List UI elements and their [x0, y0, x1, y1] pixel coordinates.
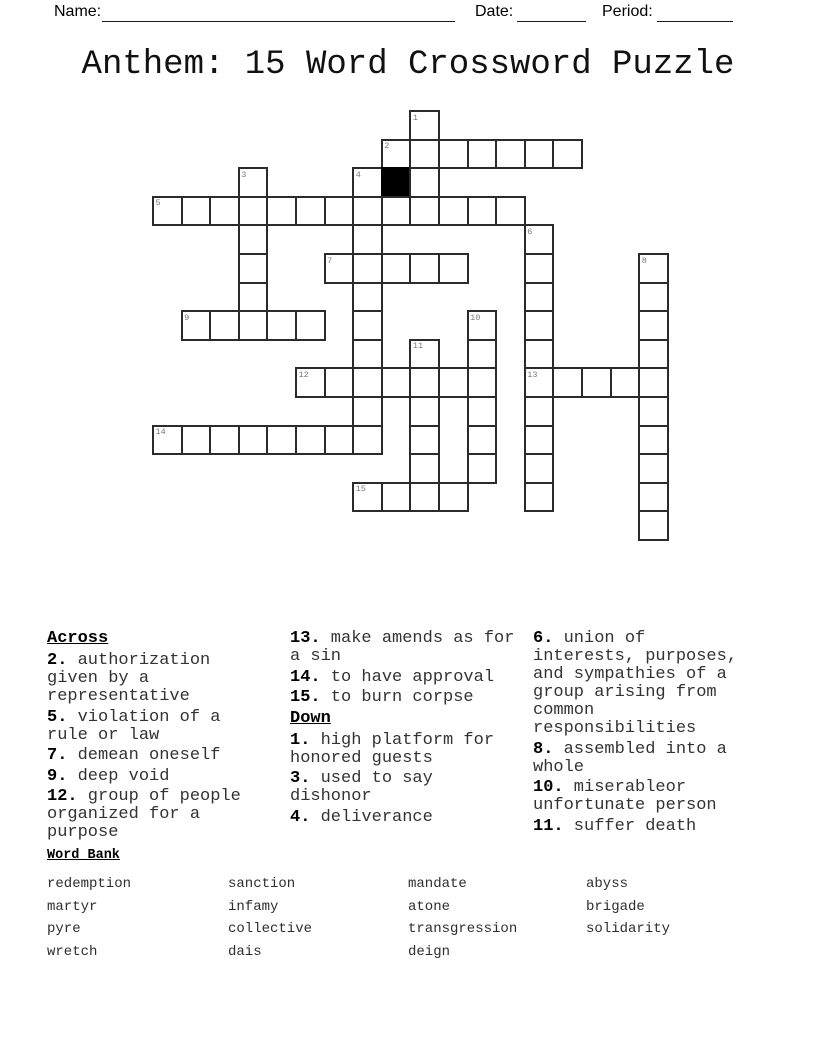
grid-cell[interactable]: [238, 196, 269, 227]
word-bank-word: infamy: [228, 898, 279, 915]
cell-number: 14: [155, 427, 166, 438]
clue-number: 5.: [47, 707, 68, 727]
grid-cell[interactable]: [352, 282, 383, 313]
grid-cell[interactable]: [438, 139, 469, 170]
grid-cell[interactable]: [152, 196, 183, 227]
word-bank-word: mandate: [408, 876, 467, 892]
grid-cell[interactable]: [467, 396, 498, 427]
cell-number: 1: [412, 112, 418, 123]
grid-cell[interactable]: [181, 425, 212, 456]
grid-cell[interactable]: [238, 282, 269, 313]
name-blank-line[interactable]: [102, 2, 455, 22]
grid-cell[interactable]: [467, 453, 498, 484]
grid-cell[interactable]: [638, 482, 669, 513]
clue-column: [47, 630, 259, 845]
word-bank-word: martyr: [47, 898, 98, 915]
grid-cell[interactable]: [209, 425, 240, 456]
grid-cell[interactable]: [638, 367, 669, 398]
grid-cell[interactable]: [409, 425, 440, 456]
date-label: Date:: [475, 3, 514, 20]
grid-cell[interactable]: [352, 310, 383, 341]
grid-cell[interactable]: [467, 196, 498, 227]
grid-cell[interactable]: [381, 253, 412, 284]
word-bank-word: collective: [228, 921, 313, 938]
grid-cell[interactable]: [467, 310, 498, 341]
grid-cell[interactable]: [638, 510, 669, 541]
grid-cell[interactable]: [638, 425, 669, 456]
grid-cell[interactable]: [638, 310, 669, 341]
grid-cell[interactable]: [524, 339, 555, 370]
grid-cell[interactable]: [352, 196, 383, 227]
clue-item: 14. to have approval: [290, 667, 495, 687]
cell-number: 4: [355, 169, 361, 180]
cell-number: 3: [241, 169, 247, 180]
grid-cell[interactable]: [638, 339, 669, 370]
grid-cell[interactable]: [266, 196, 297, 227]
grid-cell[interactable]: [324, 253, 355, 284]
grid-cell[interactable]: [209, 196, 240, 227]
grid-cell[interactable]: [552, 139, 583, 170]
grid-cell[interactable]: [238, 167, 269, 198]
grid-cell[interactable]: [581, 367, 612, 398]
grid-cell[interactable]: [638, 282, 669, 313]
word-bank-heading: Word Bank: [47, 848, 120, 863]
grid-cell[interactable]: [209, 310, 240, 341]
grid-cell[interactable]: [409, 453, 440, 484]
grid-cell[interactable]: [352, 224, 383, 255]
grid-cell[interactable]: [352, 482, 383, 513]
grid-cell[interactable]: [409, 367, 440, 398]
grid-cell[interactable]: [438, 253, 469, 284]
clue-number: 9.: [47, 766, 68, 786]
clue-number: 14.: [290, 667, 321, 687]
grid-cell[interactable]: [295, 196, 326, 227]
clue-item: 5. violation of a rule or law: [47, 707, 221, 745]
period-blank-line[interactable]: [657, 2, 733, 22]
grid-cell[interactable]: [638, 453, 669, 484]
grid-cell[interactable]: [495, 196, 526, 227]
clue-item: 7. demean oneself: [47, 746, 221, 765]
grid-cell[interactable]: [324, 367, 355, 398]
clue-item: 15. to burn corpse: [290, 688, 474, 707]
grid-cell-blocked: [381, 167, 412, 198]
crossword-grid: [152, 110, 669, 541]
grid-cell[interactable]: [324, 425, 355, 456]
grid-cell[interactable]: [409, 253, 440, 284]
clue-number: 8.: [533, 739, 554, 759]
word-bank-word: brigade: [586, 898, 645, 915]
grid-cell[interactable]: [524, 224, 555, 255]
cell-number: 12: [298, 369, 309, 380]
clue-item: 13. make amends as for a sin: [290, 629, 515, 666]
clue-number: 15.: [290, 688, 321, 707]
word-bank-word: dais: [228, 944, 262, 961]
clue-number: 11.: [533, 816, 564, 836]
grid-cell[interactable]: [467, 139, 498, 170]
grid-cell[interactable]: [467, 339, 498, 370]
cell-number: 9: [184, 312, 190, 323]
word-bank-section: [47, 848, 747, 964]
clue-list-heading-across: Across: [47, 629, 109, 648]
grid-cell[interactable]: [524, 139, 555, 170]
clue-item: 3. used to say dishonor: [290, 769, 433, 806]
clue-item: 11. suffer death: [533, 816, 697, 836]
clue-number: 7.: [47, 746, 68, 765]
clue-column: [290, 630, 520, 829]
grid-cell[interactable]: [524, 425, 555, 456]
word-bank-word: pyre: [47, 921, 81, 938]
grid-cell[interactable]: [238, 253, 269, 284]
cell-number: 5: [155, 198, 161, 209]
cell-number: 10: [470, 312, 481, 323]
grid-cell[interactable]: [524, 282, 555, 313]
clue-item: 6. union of interests, purposes, and sympathies of a group arising from common responsibilities: [533, 629, 738, 738]
clue-item: 1. high platform for honored guests: [290, 730, 495, 768]
grid-cell[interactable]: [266, 310, 297, 341]
clue-column: [533, 630, 745, 838]
clue-number: 12.: [47, 787, 78, 806]
grid-cell[interactable]: [438, 482, 469, 513]
grid-cell[interactable]: [495, 139, 526, 170]
clue-item: 9. deep void: [47, 766, 170, 786]
date-blank-line[interactable]: [517, 2, 586, 22]
grid-cell[interactable]: [524, 253, 555, 284]
clue-number: 1.: [290, 730, 311, 750]
cell-number: 2: [384, 141, 390, 152]
grid-cell[interactable]: [238, 224, 269, 255]
clue-number: 6.: [533, 629, 554, 648]
grid-cell[interactable]: [238, 425, 269, 456]
cell-number: 6: [527, 226, 533, 237]
clue-number: 4.: [290, 807, 311, 827]
grid-cell[interactable]: [409, 339, 440, 370]
grid-cell[interactable]: [438, 367, 469, 398]
cell-number: 11: [412, 341, 424, 352]
grid-cell[interactable]: [295, 310, 326, 341]
grid-cell[interactable]: [409, 482, 440, 513]
clue-item: 8. assembled into a whole: [533, 739, 727, 777]
clue-number: 10.: [533, 778, 564, 797]
cell-number: 8: [641, 255, 647, 266]
grid-cell[interactable]: [524, 310, 555, 341]
grid-cell[interactable]: [524, 367, 555, 398]
clue-item: 12. group of people organized for a purpose: [47, 787, 241, 842]
grid-cell[interactable]: [524, 482, 555, 513]
grid-cell[interactable]: [438, 196, 469, 227]
word-bank-word: transgression: [408, 921, 518, 938]
grid-cell[interactable]: [295, 367, 326, 398]
word-bank-word: wretch: [47, 944, 98, 961]
grid-cell[interactable]: [352, 425, 383, 456]
word-bank-word: redemption: [47, 876, 132, 892]
grid-cell[interactable]: [352, 367, 383, 398]
clue-number: 13.: [290, 629, 321, 648]
grid-cell[interactable]: [409, 139, 440, 170]
page-title: Anthem: 15 Word Crossword Puzzle: [81, 46, 735, 84]
grid-cell[interactable]: [524, 453, 555, 484]
grid-cell[interactable]: [181, 310, 212, 341]
cell-number: 7: [327, 255, 333, 266]
grid-cell[interactable]: [409, 196, 440, 227]
word-bank-word: sanction: [228, 876, 296, 892]
word-bank-word: atone: [408, 898, 451, 915]
grid-cell[interactable]: [238, 310, 269, 341]
grid-cell[interactable]: [638, 396, 669, 427]
grid-cell[interactable]: [295, 425, 326, 456]
cell-number: 15: [355, 484, 366, 495]
grid-cell[interactable]: [409, 396, 440, 427]
clue-item: 2. authorization given by a representative: [47, 651, 211, 706]
grid-cell[interactable]: [381, 139, 412, 170]
grid-cell[interactable]: [467, 425, 498, 456]
clue-list-heading-down: Down: [290, 708, 331, 728]
word-bank-grid: [47, 873, 747, 964]
grid-cell[interactable]: [381, 196, 412, 227]
grid-cell[interactable]: [409, 167, 440, 198]
grid-cell[interactable]: [638, 253, 669, 284]
grid-cell[interactable]: [467, 367, 498, 398]
clue-number: 2.: [47, 651, 68, 670]
grid-cell[interactable]: [409, 110, 440, 141]
grid-cell[interactable]: [181, 196, 212, 227]
grid-cell[interactable]: [381, 482, 412, 513]
grid-cell[interactable]: [381, 367, 412, 398]
grid-cell[interactable]: [610, 367, 641, 398]
grid-cell[interactable]: [324, 196, 355, 227]
clue-item: 10. miserableor unfortunate person: [533, 778, 717, 815]
word-bank-word: abyss: [586, 876, 629, 892]
grid-cell[interactable]: [524, 396, 555, 427]
grid-cell[interactable]: [352, 396, 383, 427]
grid-cell[interactable]: [352, 167, 383, 198]
clue-number: 3.: [290, 769, 311, 788]
grid-cell[interactable]: [266, 425, 297, 456]
grid-cell[interactable]: [152, 425, 183, 456]
period-label: Period:: [602, 3, 653, 20]
word-bank-word: solidarity: [586, 921, 671, 938]
grid-cell[interactable]: [352, 339, 383, 370]
word-bank-word: deign: [408, 944, 451, 961]
clue-item: 4. deliverance: [290, 807, 433, 827]
name-label: Name:: [54, 3, 102, 20]
grid-cell[interactable]: [552, 367, 583, 398]
cell-number: 13: [527, 369, 538, 380]
grid-cell[interactable]: [352, 253, 383, 284]
